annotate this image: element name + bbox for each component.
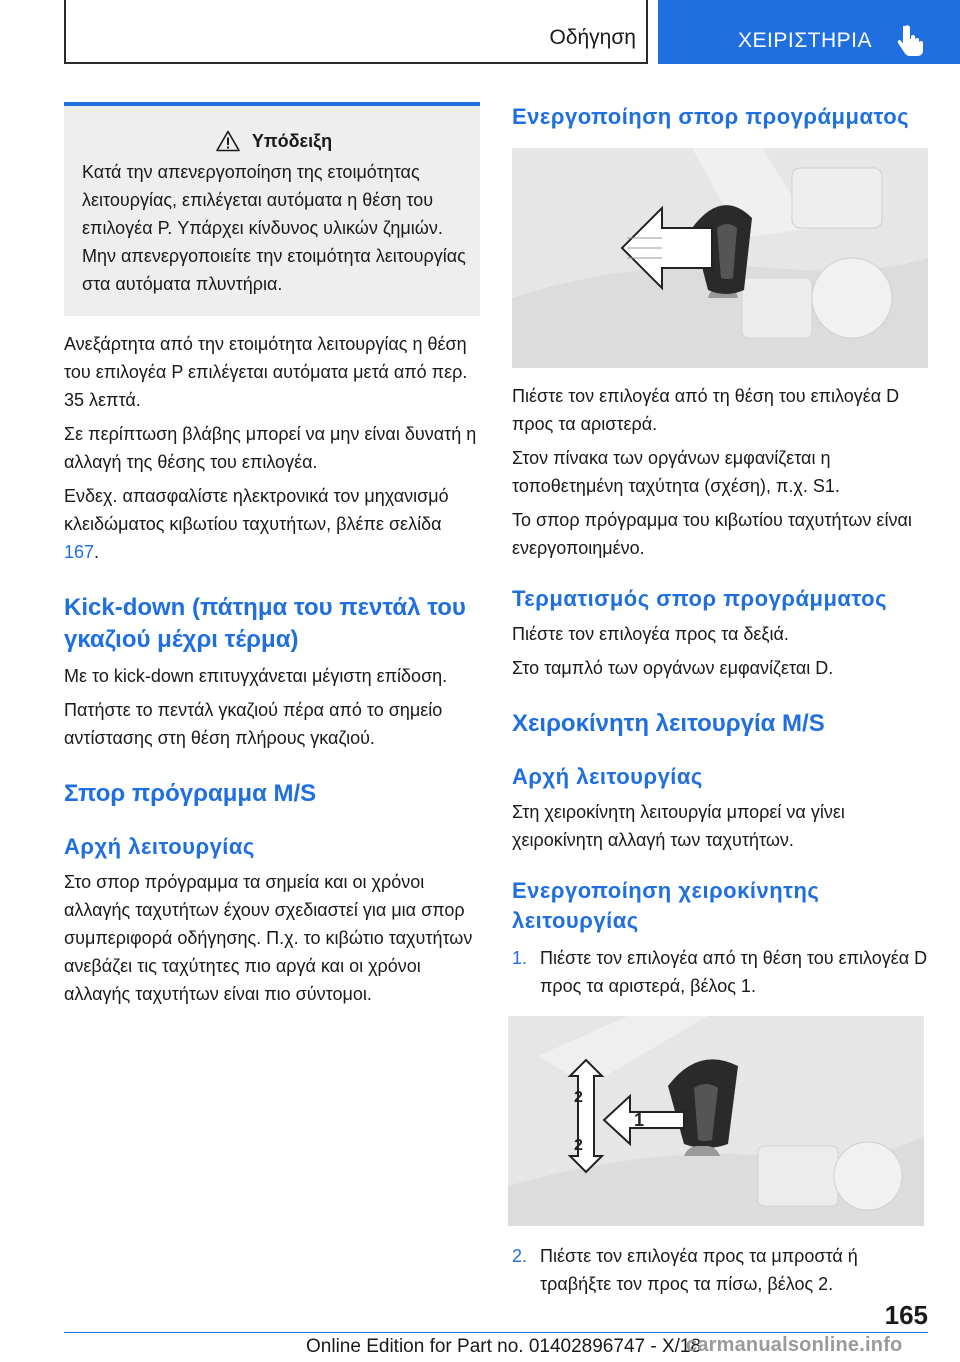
heading-end-sport: Τερματισμός σπορ προγράμματος [512,586,888,611]
paragraph-unlock-end: . [94,542,100,562]
right-column [512,102,928,1298]
paragraph-cluster-d: Στο ταμπλό των οργάνων εμφανίζεται D. [512,658,834,678]
heading-activate-sport: Ενεργοποίηση σπορ προγράμματος [512,104,910,129]
header-section-title: Οδήγηση [549,26,636,49]
notice-box [64,106,480,316]
notice-text: Κατά την απενεργοποίηση της ετοιμότητας λειτουργίας, επιλέγεται αυτόματα η θέση του επιλογέα P. Υπάρχει κίνδυνος υλικών ζημιών. Μην απενεργοποιείτε την ετοιμότητα λειτουργίας στα αυτόματα πλυντήρια. [82,162,466,294]
header-chapter-title: ΧΕΙΡΙΣΤΗΡΙΑ [738,29,873,52]
step-1 [512,944,928,1000]
paragraph-full-throttle: Πατήστε το πεντάλ γκαζιού πέρα από το σημείο αντίστασης στη θέση πλήρους γκαζιού. [64,700,443,748]
paragraph-fault: Σε περίπτωση βλάβης μπορεί να μην είναι δυνατή η αλλαγή της θέσης του επιλογέα. [64,424,477,472]
heading-activate-manual: Ενεργοποίηση χειροκίνητης λειτουργίας [512,878,820,933]
footer-edition: Online Edition for Part no. 01402896747 - X/18 [306,1336,702,1357]
step-number: 2. [512,1246,528,1266]
gear-selector-photo-left [512,148,928,368]
step-text: Πιέστε τον επιλογέα προς τα μπροστά ή τραβήξτε τον προς τα πίσω, βέλος 2. [540,1246,858,1294]
watermark: carmanualsonline.info [686,1334,903,1356]
step-text: Πιέστε τον επιλογέα από τη θέση του επιλογέα D προς τα αριστερά, βέλος 1. [540,948,928,996]
left-column [64,102,480,1008]
header-section-box [64,0,648,64]
heading-principle-manual: Αρχή λειτουργίας [512,764,703,789]
hand-pointer-icon [896,24,930,56]
warning-triangle-icon [216,130,240,152]
paragraph-push-left: Πιέστε τον επιλογέα από τη θέση του επιλογέα D προς τα αριστερά. [512,386,900,434]
arrow-label-2-top: 2 [574,1089,583,1106]
paragraph-park-auto: Ανεξάρτητα από την ετοιμότητα λειτουργίας η θέση του επιλογέα P επιλέγεται αυτόματα μετά από περ. 35 λεπτά. [64,334,468,410]
paragraph-cluster-gear: Στον πίνακα των οργάνων εμφανίζεται η τοποθετημένη ταχύτητα (σχέση), π.χ. S1. [512,448,840,496]
paragraph-sport-principle: Στο σπορ πρόγραμμα τα σημεία και οι χρόνοι αλλαγής ταχυτήτων έχουν σχεδιαστεί για μια σπορ συμπεριφορά οδήγησης. Π.χ. το κιβώτιο ταχυτήτων ανεβάζει τις ταχύτητες πιο αργά και οι χρόνοι αλλαγής ταχυτήτων είναι πιο σύντομοι. [64,872,473,1004]
paragraph-manual-principle: Στη χειροκίνητη λειτουργία μπορεί να γίνει χειροκίνητη αλλαγή των ταχυτήτων. [512,802,845,850]
notice-title: Υπόδειξη [251,130,333,151]
step-2 [512,1242,928,1298]
page-number: 165 [884,1300,928,1330]
paragraph-push-right: Πιέστε τον επιλογέα προς τα δεξιά. [512,624,789,644]
arrow-label-1: 1 [634,1110,645,1130]
paragraph-unlock-text: Ενδεχ. απασφαλίστε ηλεκτρονικά τον μηχανισμό κλειδώματος κιβωτίου ταχυτήτων, βλέπε σελίδα [64,486,449,534]
paragraph-kick-down: Με το kick-down επιτυγχάνεται μέγιστη επίδοση. [64,666,448,686]
arrow-label-2-bottom: 2 [574,1137,583,1154]
footer-rule [64,1332,928,1333]
page-link-167[interactable]: 167 [64,542,95,562]
paragraph-unlock [64,482,480,566]
step-number: 1. [512,948,528,968]
header-chapter-tab[interactable] [658,0,960,64]
paragraph-sport-active: Το σπορ πρόγραμμα του κιβωτίου ταχυτήτων είναι ενεργοποιημένο. [512,510,912,558]
gear-selector-photo-arrows [508,1016,924,1226]
heading-kick-down: Kick-down (πάτημα του πεντάλ του γκαζιού μέχρι τέρμα) [64,594,466,653]
heading-sport-program: Σπορ πρόγραμμα M/S [64,780,317,807]
heading-principle-sport: Αρχή λειτουργίας [64,834,255,859]
heading-manual-mode: Χειροκίνητη λειτουργία M/S [512,710,825,737]
